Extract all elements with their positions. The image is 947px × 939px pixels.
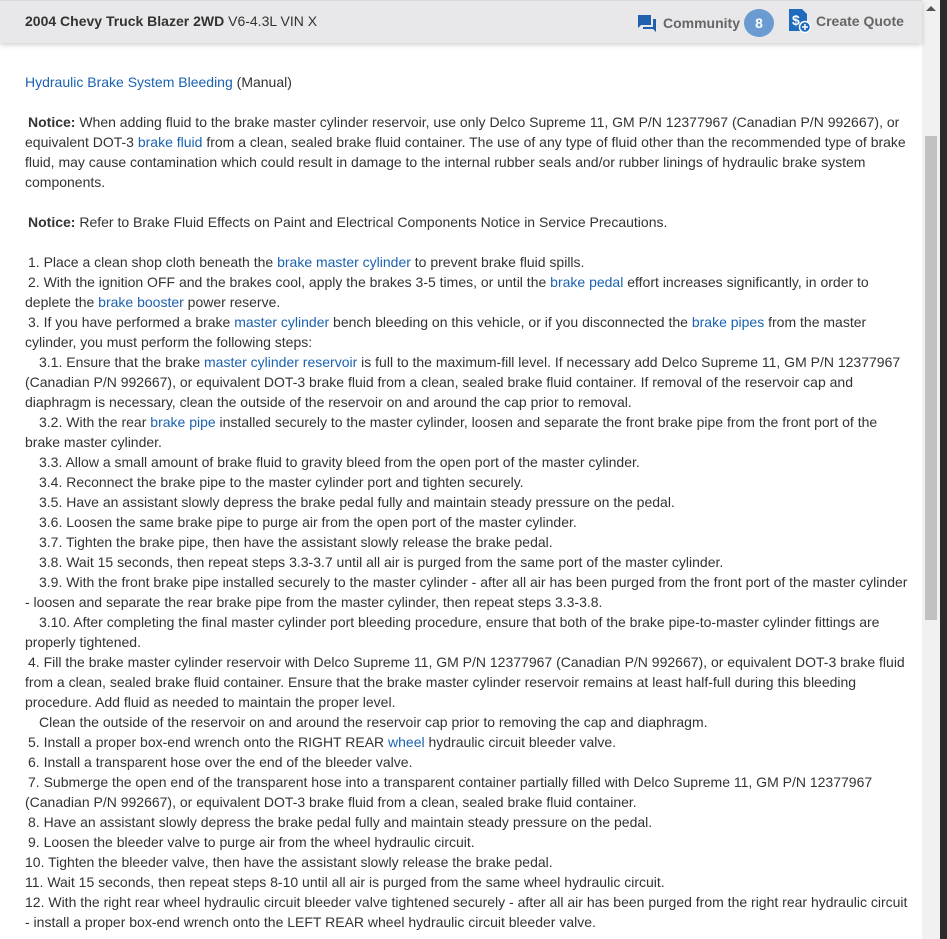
text-segment: 7. Submerge the open end of the transparent hose into a transparent container partially filled with Delco Supreme 11, GM P/N 12377967 (Canadian P/N 992667), or equivalent DOT-3 brake fluid from a clean, sealed brake fluid container. <box>25 774 873 810</box>
sub-step <box>25 512 910 532</box>
vehicle-model: 2004 Chevy Truck Blazer 2WD <box>25 13 225 29</box>
scrollbar-thumb[interactable] <box>925 136 937 620</box>
community-label: Community <box>663 15 740 31</box>
glossary-link[interactable]: master cylinder reservoir <box>204 354 358 370</box>
glossary-link[interactable]: brake booster <box>98 294 184 310</box>
notice <box>25 112 910 192</box>
create-quote-label: Create Quote <box>816 13 904 29</box>
procedure-title-link[interactable]: Hydraulic Brake System Bleeding <box>25 74 233 90</box>
text-segment: 3.10. After completing the final master cylinder port bleeding procedure, ensure that both of the brake pipe-to-master cylinder fittings are properly tightened. <box>25 614 880 650</box>
text-segment: from the master cylinder, you must perform the following steps: <box>25 314 867 350</box>
window-edge <box>940 0 947 939</box>
text-segment: 3.3. Allow a small amount of brake fluid to gravity bleed from the open port of the master cylinder. <box>39 454 640 470</box>
text-segment: is full to the maximum-fill level. If necessary add Delco Supreme 11, GM P/N 12377967 (Canadian P/N 992667), or equivalent DOT-3 brake fluid from a clean, sealed brake fluid container. If removal of the reservoir cap and diaphragm is necessary, clean the outside of the reservoir on and around the cap prior to removal. <box>25 354 901 410</box>
procedure-content <box>25 72 910 932</box>
glossary-link[interactable]: master cylinder <box>234 314 330 330</box>
text-segment: 12. With the right rear wheel hydraulic circuit bleeder valve tightened securely - after all air has been purged from the right rear hydraulic circuit - install a proper box-end wrench onto the LEFT REAR wheel hydraulic circuit bleeder valve. <box>25 894 908 930</box>
step <box>25 312 910 352</box>
step <box>25 832 910 852</box>
sub-step <box>25 472 910 492</box>
text-segment: Refer to Brake Fluid Effects on Paint and Electrical Components Notice in Service Precautions. <box>75 214 668 230</box>
step <box>25 772 910 812</box>
step <box>25 752 910 772</box>
text-segment: 4. Fill the brake master cylinder reservoir with Delco Supreme 11, GM P/N 12377967 (Canadian P/N 992667), or equivalent DOT-3 brake fluid from a clean, sealed brake fluid container. Ensure that the brake master cylinder reservoir remains at least half-full during this bleeding procedure. Add fluid as needed to maintain the proper level. <box>25 654 905 710</box>
text-segment: 3.7. Tighten the brake pipe, then have the assistant slowly release the brake pedal. <box>39 534 553 550</box>
vertical-scrollbar[interactable] <box>922 0 940 939</box>
vehicle-engine: V6-4.3L VIN X <box>224 13 318 29</box>
text-segment: bench bleeding on this vehicle, or if you disconnected the <box>329 314 692 330</box>
text-segment: 2. With the ignition OFF and the brakes cool, apply the brakes 3-5 times, or until the <box>28 274 551 290</box>
chat-icon <box>638 15 656 32</box>
step <box>25 852 910 872</box>
glossary-link[interactable]: brake fluid <box>137 134 203 150</box>
sub-step <box>25 352 910 412</box>
text-segment: 3.5. Have an assistant slowly depress the brake pedal fully and maintain steady pressure on the pedal. <box>39 494 675 510</box>
community-button[interactable] <box>638 9 774 37</box>
procedure-title <box>25 72 910 92</box>
glossary-link[interactable]: brake pipe <box>150 414 216 430</box>
text-segment: 3.6. Loosen the same brake pipe to purge air from the open port of the master cylinder. <box>39 514 577 530</box>
glossary-link[interactable]: brake master cylinder <box>277 254 411 270</box>
sub-step <box>25 532 910 552</box>
text-segment: 6. Install a transparent hose over the end of the bleeder valve. <box>28 754 413 770</box>
text-segment: to prevent brake fluid spills. <box>410 254 585 270</box>
text-segment: 9. Loosen the bleeder valve to purge air from the wheel hydraulic circuit. <box>28 834 475 850</box>
community-count-badge: 8 <box>744 9 774 37</box>
sub-step <box>25 572 910 612</box>
sub-step <box>25 492 910 512</box>
text-segment: 1. Place a clean shop cloth beneath the <box>28 254 278 270</box>
text-segment: 5. Install a proper box-end wrench onto the RIGHT REAR <box>28 734 389 750</box>
sub-step <box>25 552 910 572</box>
scroll-up-arrow-icon[interactable] <box>926 6 936 11</box>
glossary-link[interactable]: brake pedal <box>550 274 624 290</box>
text-segment: installed securely to the master cylinder, loosen and separate the front brake pipe from the front port of the brake master cylinder. <box>25 414 878 450</box>
text-segment: 11. Wait 15 seconds, then repeat steps 8-10 until all air is purged from the same wheel hydraulic circuit. <box>25 874 665 890</box>
text-segment: 3.4. Reconnect the brake pipe to the master cylinder port and tighten securely. <box>39 474 524 490</box>
glossary-link[interactable]: brake pipes <box>691 314 765 330</box>
text-segment: When adding fluid to the brake master cylinder reservoir, use only Delco Supreme 11, GM P/N 12377967 (Canadian P/N 992667), or equivalent DOT-3 <box>25 114 900 150</box>
svg-text:$: $ <box>792 12 800 28</box>
create-quote-button[interactable] <box>789 9 904 33</box>
text-segment: 10. Tighten the bleeder valve, then have the assistant slowly release the brake pedal. <box>25 854 553 870</box>
text-segment: Clean the outside of the reservoir on and around the reservoir cap prior to removing the cap and diaphragm. <box>39 714 708 730</box>
text-segment: hydraulic circuit bleeder valve. <box>424 734 617 750</box>
procedure-title-suffix: (Manual) <box>232 74 292 90</box>
step <box>25 892 910 932</box>
text-segment: 3. If you have performed a brake <box>28 314 235 330</box>
top-bar <box>0 0 922 43</box>
step <box>25 652 910 712</box>
glossary-link[interactable]: wheel <box>388 734 425 750</box>
sub-step <box>25 612 910 652</box>
text-segment: effort increases significantly, in order to deplete the <box>25 274 869 310</box>
step <box>25 252 910 272</box>
text-segment: from a clean, sealed brake fluid container. The use of any type of fluid other than the recommended type of brake fluid, may cause contamination which could result in damage to the internal rubber seals and/or rubber linings of hydraulic brake system components. <box>25 134 906 190</box>
text-segment: power reserve. <box>183 294 281 310</box>
text-segment: 3.9. With the front brake pipe installed securely to the master cylinder - after all air has been purged from the front port of the master cylinder - loosen and separate the rear brake pipe from the master cylinder, then repeat steps 3.3-3.8. <box>25 574 908 610</box>
vehicle-title <box>25 13 317 29</box>
notice <box>25 212 910 232</box>
quote-dollar-icon <box>789 9 811 33</box>
notice-label: Notice: <box>28 214 76 230</box>
text-segment: 8. Have an assistant slowly depress the brake pedal fully and maintain steady pressure on the pedal. <box>28 814 653 830</box>
sub-step <box>25 412 910 452</box>
text-segment: 3.2. With the rear <box>39 414 151 430</box>
step <box>25 812 910 832</box>
step <box>25 732 910 752</box>
sub-step <box>25 452 910 472</box>
step <box>25 272 910 312</box>
notice-label: Notice: <box>28 114 76 130</box>
text-segment: 3.8. Wait 15 seconds, then repeat steps 3.3-3.7 until all air is purged from the same port of the master cylinder. <box>39 554 724 570</box>
text-segment: 3.1. Ensure that the brake <box>39 354 204 370</box>
step <box>25 872 910 892</box>
sub-step <box>25 712 910 732</box>
